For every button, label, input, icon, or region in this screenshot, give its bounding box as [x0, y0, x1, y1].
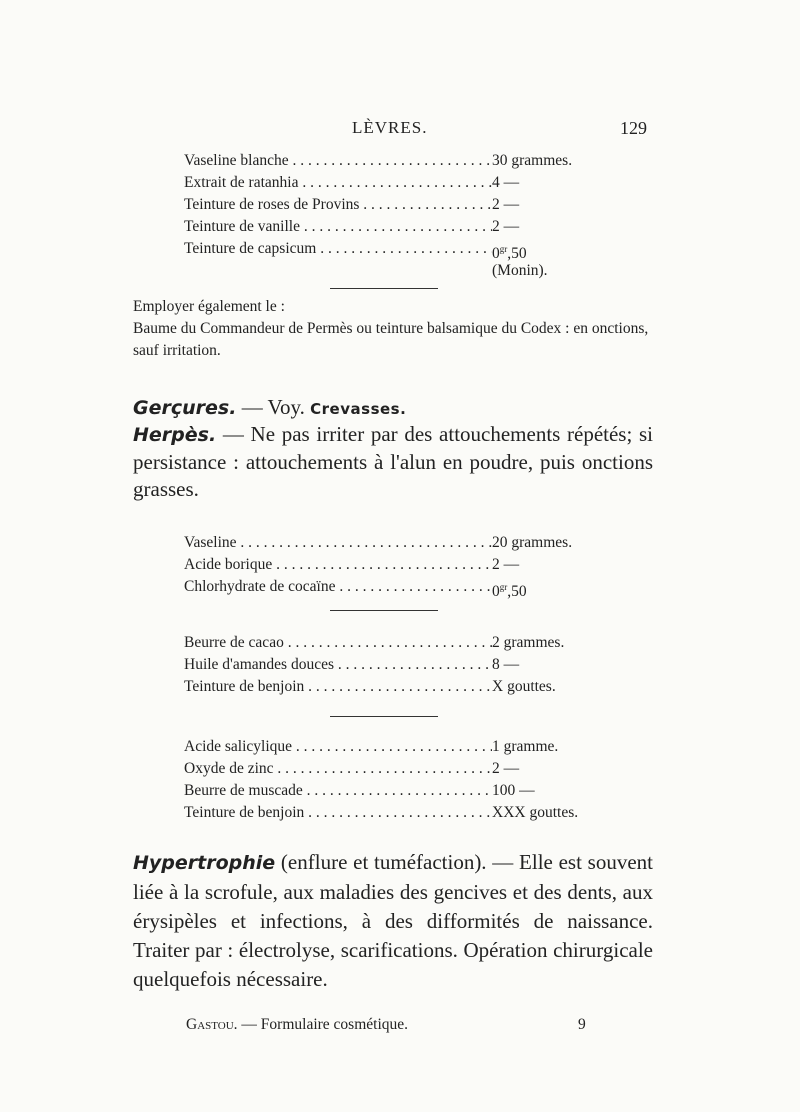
leader-dots — [298, 174, 492, 191]
entry-term: Hypertrophie — [133, 852, 276, 874]
footer-author: Gastou. — [186, 1016, 238, 1033]
ingredient-quantity: 8 — — [492, 656, 520, 673]
entry-text: (enflure et tuméfaction). — Elle est souvent liée à la scrofule, aux maladies des gencives et des dents, aux érysipèles et infections, à des difformités de naissance. Traiter par : électrolyse, scarifications. Opération chirurgicale quelquefois nécessaire. — [133, 850, 653, 991]
leader-dots — [272, 556, 492, 573]
ingredient-name: Oxyde de zinc — [184, 760, 274, 777]
ingredient-quantity: 2 — — [492, 556, 520, 573]
ingredient-quantity: 2 — — [492, 196, 520, 213]
ingredient-quantity: 1 gramme. — [492, 738, 559, 755]
recipe-4 — [184, 736, 604, 824]
ingredient-name: Teinture de benjoin — [184, 804, 305, 821]
recipe-credit: (Monin). — [492, 262, 548, 279]
ingredient-quantity: XXX gouttes. — [492, 804, 579, 821]
leader-dots — [289, 152, 492, 169]
recipe-row — [184, 150, 604, 172]
ingredient-quantity: $0^{gr},50$ — [492, 244, 527, 263]
ingredient-name: Beurre de muscade — [184, 782, 303, 799]
leader-dots — [304, 804, 492, 821]
recipe-row — [184, 554, 604, 576]
running-head — [0, 118, 800, 140]
usage-note — [133, 296, 653, 362]
ingredient-name: Teinture de vanille — [184, 218, 300, 235]
leader-dots — [304, 678, 492, 695]
entry-gercures — [133, 394, 653, 423]
ingredient-name: Acide salicylique — [184, 738, 293, 755]
leader-dots — [237, 534, 492, 551]
signature-mark: 9 — [578, 1016, 586, 1033]
ingredient-name: Teinture de roses de Provins — [184, 196, 360, 213]
entry-herpes — [133, 421, 653, 503]
recipe-3 — [184, 632, 604, 698]
entry-text: — Ne pas irriter par des attouchements répétés; si persistance : attouchements à l'alun en poudre, puis onctions grasses. — [133, 422, 653, 501]
ingredient-quantity: 30 grammes. — [492, 152, 573, 169]
leader-dots — [359, 196, 492, 213]
leader-dots — [334, 656, 492, 673]
cross-reference: Crevasses. — [310, 400, 407, 418]
ingredient-quantity: 2 — — [492, 218, 520, 235]
ingredient-name: Beurre de cacao — [184, 634, 284, 651]
recipe-row — [184, 736, 604, 758]
ingredient-quantity: 4 — — [492, 174, 520, 191]
ingredient-quantity: $0^{gr},50$ — [492, 582, 527, 601]
separator-rule — [330, 288, 438, 289]
ingredient-name: Teinture de benjoin — [184, 678, 305, 695]
leader-dots — [336, 578, 493, 595]
recipe-row — [184, 216, 604, 238]
ingredient-quantity: 20 grammes. — [492, 534, 573, 551]
recipe-row — [184, 172, 604, 194]
entry-hypertrophie — [133, 848, 653, 994]
recipe-row — [184, 780, 604, 802]
ingredient-name: Acide borique — [184, 556, 273, 573]
ingredient-quantity: 2 — — [492, 760, 520, 777]
recipe-2 — [184, 532, 604, 601]
separator-rule — [330, 610, 438, 611]
page-footer — [0, 1016, 800, 1038]
ingredient-name: Huile d'amandes douces — [184, 656, 334, 673]
recipe-row — [184, 676, 604, 698]
recipe-row — [184, 238, 604, 263]
ingredient-name: Vaseline blanche — [184, 152, 289, 169]
recipe-1 — [184, 150, 604, 282]
ingredient-quantity: 100 — — [492, 782, 535, 799]
running-title: LÈVRES. — [352, 118, 428, 137]
ingredient-name: Chlorhydrate de cocaïne — [184, 578, 336, 595]
recipe-row — [184, 758, 604, 780]
leader-dots — [303, 782, 492, 799]
ingredient-name: Extrait de ratanhia — [184, 174, 299, 191]
recipe-row — [184, 576, 604, 601]
ingredient-quantity: 2 grammes. — [492, 634, 565, 651]
recipe-row — [184, 632, 604, 654]
entry-text: — Voy. — [236, 395, 311, 419]
note-line: Baume du Commandeur de Permès ou teinture balsamique du Codex : en onctions, sauf irritation. — [133, 320, 649, 359]
leader-dots — [292, 738, 492, 755]
ingredient-name: Vaseline — [184, 534, 237, 551]
entry-term: Gerçures. — [133, 397, 237, 419]
separator-rule — [330, 716, 438, 717]
page-number: 129 — [620, 118, 647, 138]
leader-dots — [274, 760, 492, 777]
leader-dots — [300, 218, 492, 235]
footer-book-title: — Formulaire cosmétique. — [237, 1016, 409, 1033]
ingredient-name: Teinture de capsicum — [184, 240, 317, 257]
recipe-row — [184, 260, 604, 282]
leader-dots — [316, 240, 492, 257]
recipe-row — [184, 802, 604, 824]
note-line: Employer également le : — [133, 298, 285, 315]
recipe-row — [184, 654, 604, 676]
recipe-row — [184, 194, 604, 216]
leader-dots — [284, 634, 492, 651]
entry-term: Herpès. — [133, 424, 217, 446]
ingredient-quantity: X gouttes. — [492, 678, 556, 695]
recipe-row — [184, 532, 604, 554]
